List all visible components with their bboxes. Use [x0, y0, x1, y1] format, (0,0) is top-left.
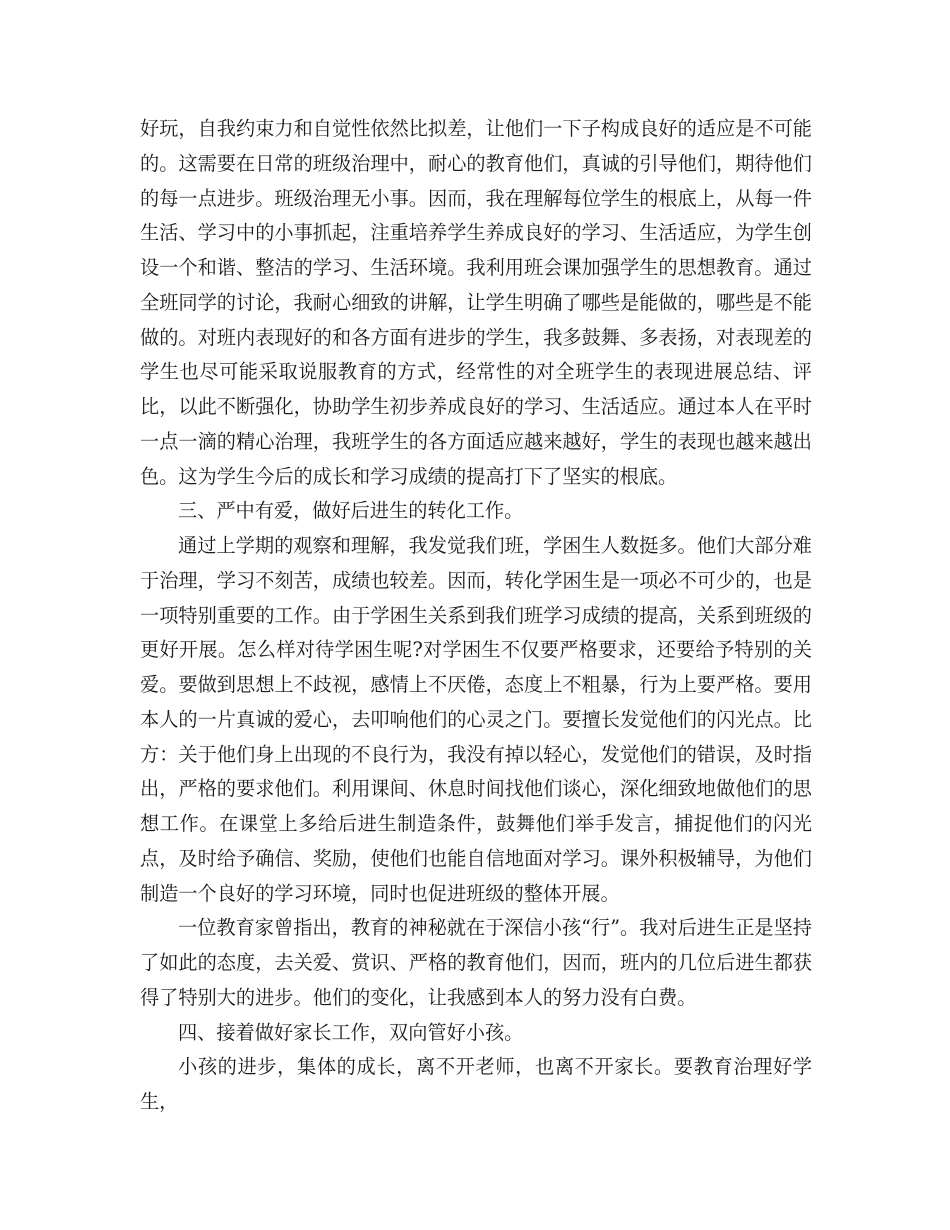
body-paragraph: 小孩的进步，集体的成长，离不开老师，也离不开家长。要教育治理好学生， — [140, 1055, 812, 1113]
body-paragraph: 好玩，自我约束力和自觉性依然比拟差，让他们一下子构成良好的适应是不可能的。这需要在日常的班级治理中，耐心的教育他们，真诚的引导他们，期待他们的每一点进步。班级治理无小事。因而，我在理解每位学生的根底上，从每一件生活、学习中的小事抓起，注重培养学生养成良好的学习、生活适应，为学生创设一个和谐、整洁的学习、生活环境。我利用班会课加强学生的思想教育。通过全班同学的讨论，我耐心细致的讲解，让学生明确了哪些是能做的，哪些是不能做的。对班内表现好的和各方面有进步的学生，我多鼓舞、多表扬，对表现差的学生也尽可能采取说服教育的方式，经常性的对全班学生的表现进展总结、评比，以此不断强化，协助学生初步养成良好的学习、生活适应。通过本人在平时一点一滴的精心治理，我班学生的各方面适应越来越好，学生的表现也越来越出色。这为学生今后的成长和学习成绩的提高打下了坚实的根底。 — [140, 117, 812, 488]
body-paragraph: 通过上学期的观察和理解，我发觉我们班，学困生人数挺多。他们大部分难于治理，学习不刻苦，成绩也较差。因而，转化学困生是一项必不可少的，也是一项特别重要的工作。由于学困生关系到我们班学习成绩的提高，关系到班级的更好开展。怎么样对待学困生呢?对学困生不仅要严格要求，还要给予特别的关爱。要做到思想上不歧视，感情上不厌倦，态度上不粗暴，行为上要严格。要用本人的一片真诚的爱心，去叩响他们的心灵之门。要擅长发觉他们的闪光点。比方：关于他们身上出现的不良行为，我没有掉以轻心，发觉他们的错误，及时指出，严格的要求他们。利用课间、休息时间找他们谈心，深化细致地做他们的思想工作。在课堂上多给后进生制造条件，鼓舞他们举手发言，捕捉他们的闪光点，及时给予确信、奖励，使他们也能自信地面对学习。课外积极辅导，为他们制造一个良好的学习环境，同时也促进班级的整体开展。 — [140, 534, 812, 905]
body-paragraph: 一位教育家曾指出，教育的神秘就在于深信小孩“行”。我对后进生正是坚持了如此的态度，去关爱、赏识、严格的教育他们，因而，班内的几位后进生都获得了特别大的进步。他们的变化，让我感到本人的努力没有白费。 — [140, 916, 812, 1009]
section-heading: 三、严中有爱，做好后进生的转化工作。 — [178, 499, 524, 523]
document-body — [140, 112, 812, 1120]
section-heading: 四、接着做好家长工作，双向管好小孩。 — [178, 1020, 524, 1044]
